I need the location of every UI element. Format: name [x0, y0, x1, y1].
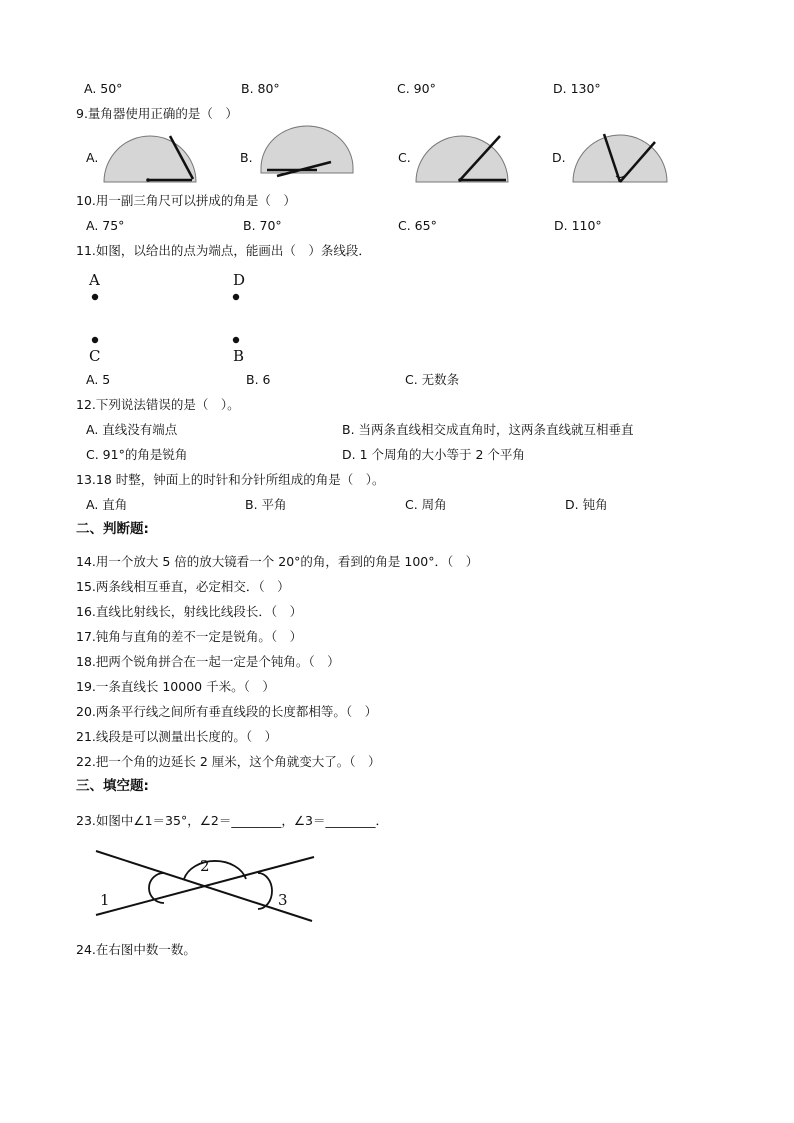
q9-option-a[interactable]: A.: [86, 150, 99, 165]
q23-angles-figure: [92, 845, 317, 927]
section-heading-fill: 三、填空题:: [76, 778, 149, 794]
q12-option-c[interactable]: C. 91°的角是锐角: [86, 447, 188, 462]
q12-option-a[interactable]: A. 直线没有端点: [86, 422, 178, 437]
point-b: [233, 337, 239, 343]
point-label-a: A: [89, 271, 100, 289]
point-label-c: C: [89, 347, 101, 365]
judge-item: 18.把两个锐角拼合在一起一定是个钝角。（ ）: [76, 654, 340, 669]
q8-option-b[interactable]: B. 80°: [241, 81, 280, 96]
judge-item: 21.线段是可以测量出长度的。（ ）: [76, 729, 278, 744]
judge-item: 19.一条直线长 10000 千米。（ ）: [76, 679, 275, 694]
judge-item: 14.用一个放大 5 倍的放大镜看一个 20°的角，看到的角是 100°．（ ）: [76, 554, 479, 569]
q13-option-a[interactable]: A. 直角: [86, 497, 128, 512]
q9-question: 9.量角器使用正确的是（ ）: [76, 106, 238, 121]
judge-item: 20.两条平行线之间所有垂直线段的长度都相等。（ ）: [76, 704, 378, 719]
protractor-figure-b: [259, 126, 353, 178]
judge-item: 22.把一个角的边延长 2 厘米，这个角就变大了。（ ）: [76, 754, 381, 769]
angle-label-2: 2: [200, 857, 210, 875]
q11-option-a[interactable]: A. 5: [86, 372, 111, 387]
angle-label-3: 3: [278, 891, 288, 909]
protractor-figure-a: [102, 134, 196, 184]
q11-option-c[interactable]: C. 无数条: [405, 372, 460, 387]
q10-option-b[interactable]: B. 70°: [243, 218, 282, 233]
point-d: [233, 294, 239, 300]
protractor-figure-c: [414, 134, 508, 184]
q8-option-d[interactable]: D. 130°: [553, 81, 601, 96]
section-heading-judge: 二、判断题:: [76, 521, 149, 537]
point-label-b: B: [233, 347, 245, 365]
q12-question: 12.下列说法错误的是（ ）。: [76, 397, 240, 412]
q9-option-b[interactable]: B.: [240, 150, 253, 165]
q11-question: 11.如图，以给出的点为端点，能画出（ ）条线段．: [76, 243, 371, 258]
point-c: [92, 337, 98, 343]
q11-points-figure: [88, 290, 248, 350]
judge-item: 16.直线比射线长，射线比线段长．（ ）: [76, 604, 303, 619]
q8-option-a[interactable]: A. 50°: [84, 81, 123, 96]
q10-question: 10.用一副三角尺可以拼成的角是（ ）: [76, 193, 296, 208]
point-a: [92, 294, 98, 300]
q13-option-d[interactable]: D. 钝角: [565, 497, 608, 512]
q8-option-c[interactable]: C. 90°: [397, 81, 436, 96]
q10-option-d[interactable]: D. 110°: [554, 218, 602, 233]
q13-option-c[interactable]: C. 周角: [405, 497, 447, 512]
q11-option-b[interactable]: B. 6: [246, 372, 271, 387]
point-label-d: D: [233, 271, 246, 289]
q23-question: 23.如图中∠1＝35°，∠2＝________，∠3＝________．: [76, 813, 389, 828]
q24-question: 24.在右图中数一数。: [76, 942, 196, 957]
protractor-figure-d: [571, 132, 669, 186]
q10-option-c[interactable]: C. 65°: [398, 218, 437, 233]
q10-option-a[interactable]: A. 75°: [86, 218, 125, 233]
q9-option-d[interactable]: D.: [552, 150, 566, 165]
q13-option-b[interactable]: B. 平角: [245, 497, 287, 512]
q9-option-c[interactable]: C.: [398, 150, 411, 165]
q13-question: 13.18 时整，钟面上的时针和分针所组成的角是（ ）。: [76, 472, 385, 487]
q12-option-b[interactable]: B. 当两条直线相交成直角时，这两条直线就互相垂直: [342, 422, 634, 437]
judge-item: 15.两条线相互垂直，必定相交．（ ）: [76, 579, 290, 594]
judge-item: 17.钝角与直角的差不一定是锐角。（ ）: [76, 629, 303, 644]
q12-option-d[interactable]: D. 1 个周角的大小等于 2 个平角: [342, 447, 525, 462]
angle-label-1: 1: [100, 891, 110, 909]
